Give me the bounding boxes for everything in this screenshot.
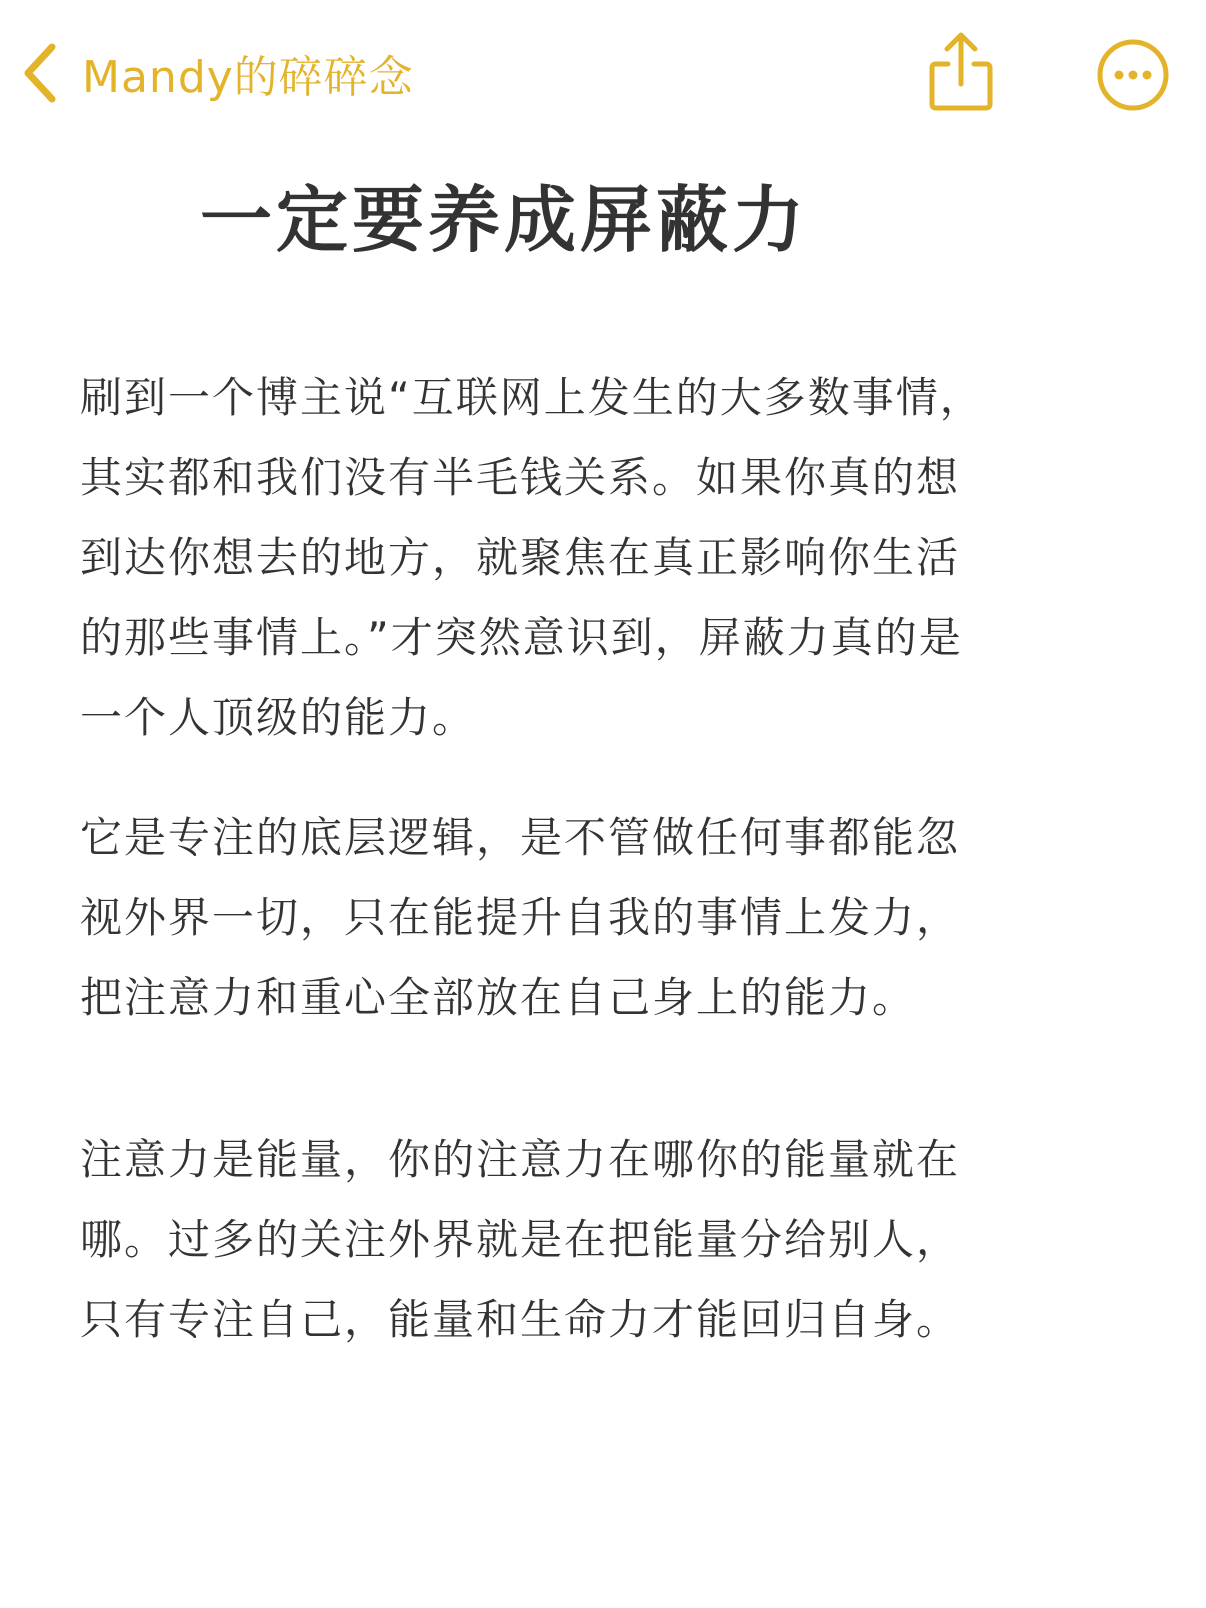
paragraph-line: 一个人顶级的能力。 xyxy=(80,693,477,742)
paragraph-line: 它是专注的底层逻辑，是不管做任何事都能忽 xyxy=(80,813,961,862)
paragraph-line: 哪。过多的关注外界就是在把能量分给别人， xyxy=(80,1215,961,1264)
paragraph-line: 只有专注自己，能量和生命力才能回归自身。 xyxy=(80,1295,961,1344)
paragraph-line: 的那些事情上。”才突然意识到，屏蔽力真的是 xyxy=(80,613,963,662)
back-button[interactable] xyxy=(22,38,414,108)
paragraph-line: 视外界一切，只在能提升自我的事情上发力， xyxy=(80,893,961,942)
paragraph-3 xyxy=(80,1120,1140,1360)
back-button-label: Mandy的碎碎念 xyxy=(82,52,414,103)
navigation-bar xyxy=(0,0,1206,150)
paragraph-1 xyxy=(80,358,1140,758)
note-title: 一定要养成屏蔽力 xyxy=(200,178,809,262)
paragraph-line: 把注意力和重心全部放在自己身上的能力。 xyxy=(80,973,917,1022)
share-icon xyxy=(926,30,996,114)
paragraph-line: 刷到一个博主说“互联网上发生的大多数事情， xyxy=(80,373,984,422)
more-button[interactable] xyxy=(1096,38,1170,112)
paragraph-line: 其实都和我们没有半毛钱关系。如果你真的想 xyxy=(80,453,961,502)
more-icon xyxy=(1096,38,1170,112)
paragraph-line: 注意力是能量，你的注意力在哪你的能量就在 xyxy=(80,1135,961,1184)
share-button[interactable] xyxy=(926,30,996,114)
paragraph-2 xyxy=(80,798,1140,1038)
chevron-left-icon xyxy=(22,41,58,105)
paragraph-line: 到达你想去的地方，就聚焦在真正影响你生活 xyxy=(80,533,961,582)
